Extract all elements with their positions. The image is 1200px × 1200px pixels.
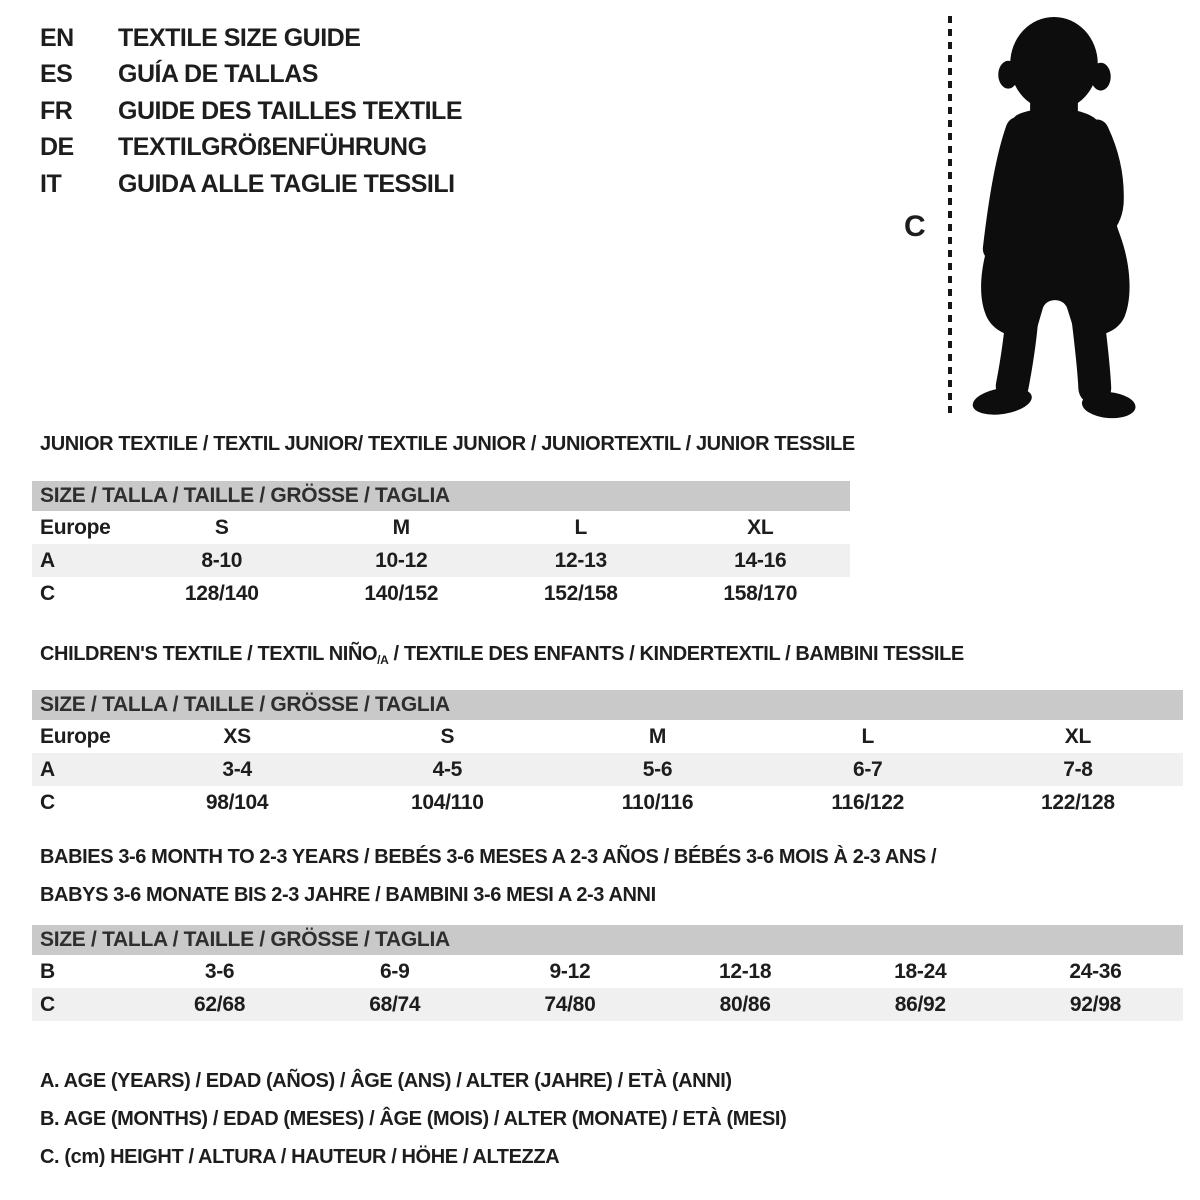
language-title: TEXTILE SIZE GUIDE	[118, 23, 361, 52]
language-title: TEXTILGRÖßENFÜHRUNG	[118, 133, 427, 162]
size-value: 110/116	[621, 790, 694, 814]
language-code: EN	[40, 23, 74, 52]
height-measure-dashed-line	[948, 16, 952, 416]
language-row	[40, 93, 462, 130]
size-value: L	[861, 724, 874, 748]
row-label: A	[40, 757, 55, 781]
language-code: IT	[40, 169, 62, 198]
size-value: 18-24	[894, 959, 947, 983]
size-value: 3-6	[204, 959, 235, 983]
row-label: C	[40, 790, 55, 814]
row-label: A	[40, 548, 55, 572]
size-table-rows	[32, 955, 1183, 1021]
footnotes	[40, 1062, 786, 1176]
size-value: 6-7	[852, 757, 883, 781]
language-title-list	[40, 20, 462, 203]
size-value: XL	[1064, 724, 1092, 748]
size-value: 80/86	[719, 992, 771, 1016]
row-label: B	[40, 959, 55, 983]
heading-line	[40, 883, 936, 921]
row-label: C	[40, 581, 55, 605]
row-label: Europe	[40, 724, 111, 748]
size-table-header: SIZE / TALLA / TAILLE / GRÖSSE / TAGLIA	[32, 690, 1183, 720]
heading-text: JUNIOR TEXTILE / TEXTIL JUNIOR/ TEXTILE JUNIOR / JUNIORTEXTIL / JUNIOR TESSILE	[40, 433, 855, 455]
size-value: XS	[223, 724, 251, 748]
table-row	[32, 577, 850, 610]
size-value: 6-9	[380, 959, 410, 983]
size-value: 24-36	[1069, 959, 1122, 983]
language-row	[40, 166, 462, 203]
language-title: GUIDA ALLE TAGLIE TESSILI	[118, 169, 455, 198]
size-table-rows	[32, 511, 850, 610]
size-value: S	[214, 515, 229, 539]
size-table-header: SIZE / TALLA / TAILLE / GRÖSSE / TAGLIA	[32, 481, 850, 511]
footnote-line: A. AGE (YEARS) / EDAD (AÑOS) / ÂGE (ANS) / ALTER (JAHRE) / ETÀ (ANNI)	[40, 1070, 732, 1092]
language-code: ES	[40, 60, 73, 89]
size-value: 62/68	[194, 992, 246, 1016]
size-value: 12-18	[718, 959, 772, 983]
language-code: FR	[40, 96, 73, 125]
size-value: 68/74	[369, 992, 421, 1016]
size-value: 8-10	[201, 548, 243, 572]
size-table-junior	[32, 481, 850, 610]
heading-text: BABYS 3-6 MONATE BIS 2-3 JAHRE / BAMBINI 3-6 MESI A 2-3 ANNI	[40, 884, 656, 906]
table-row	[32, 753, 1183, 786]
heading-text: / TEXTILE DES ENFANTS / KINDERTEXTIL / BAMBINI TESSILE	[388, 643, 964, 665]
row-label: C	[40, 992, 55, 1016]
heading-line	[40, 845, 936, 883]
size-value: L	[574, 515, 588, 539]
language-title: GUIDE DES TAILLES TEXTILE	[118, 96, 463, 125]
row-label: Europe	[40, 515, 111, 539]
table-row	[32, 988, 1183, 1021]
section-heading-children	[40, 642, 964, 680]
section-heading-babies	[40, 845, 936, 921]
heading-line	[40, 432, 855, 470]
size-table-babies	[32, 925, 1183, 1021]
size-value: 104/110	[410, 790, 484, 814]
size-value: XL	[747, 515, 774, 539]
size-value: 12-13	[554, 548, 607, 572]
language-title: GUÍA DE TALLAS	[118, 60, 318, 89]
language-row	[40, 130, 462, 167]
size-value: 122/128	[1041, 790, 1115, 814]
language-code: DE	[40, 133, 74, 162]
size-value: S	[440, 724, 455, 748]
table-row	[32, 720, 1183, 753]
size-value: 128/140	[184, 581, 259, 605]
size-value: 4-5	[432, 757, 463, 781]
size-value: 74/80	[544, 992, 596, 1016]
footnote-line: B. AGE (MONTHS) / EDAD (MESES) / ÂGE (MOIS) / ALTER (MONATE) / ETÀ (MESI)	[40, 1108, 787, 1130]
size-value: 14-16	[734, 548, 787, 572]
size-value: 5-6	[642, 757, 673, 781]
size-value: 116/122	[831, 790, 905, 814]
footnote-line: C. (cm) HEIGHT / ALTURA / HAUTEUR / HÖHE / ALTEZZA	[40, 1146, 560, 1168]
toddler-silhouette-icon	[962, 12, 1142, 420]
heading-text: CHILDREN'S TEXTILE / TEXTIL NIÑO	[40, 643, 378, 665]
size-value: 3-4	[222, 757, 252, 781]
size-value: 92/98	[1069, 992, 1121, 1016]
language-row	[40, 20, 462, 57]
size-value: 7-8	[1063, 757, 1093, 781]
size-value: M	[648, 724, 667, 748]
size-value: 158/170	[723, 581, 798, 605]
size-value: 98/104	[205, 790, 269, 814]
language-row	[40, 57, 462, 94]
size-value: 152/158	[543, 581, 618, 605]
size-table-header: SIZE / TALLA / TAILLE / GRÖSSE / TAGLIA	[32, 925, 1183, 955]
size-table-rows	[32, 720, 1183, 819]
heading-text: BABIES 3-6 MONTH TO 2-3 YEARS / BEBÉS 3-6 MESES A 2-3 AÑOS / BÉBÉS 3-6 MOIS À 2-3 ANS /	[40, 846, 937, 868]
size-value: M	[392, 515, 410, 539]
table-row	[32, 786, 1183, 819]
height-measure-label: C	[904, 210, 926, 243]
size-table-children	[32, 690, 1183, 819]
heading-line	[40, 642, 964, 680]
section-heading-junior	[40, 432, 855, 470]
table-row	[32, 955, 1183, 988]
heading-text: /A	[377, 653, 389, 667]
size-value: 10-12	[375, 548, 428, 572]
table-row	[32, 544, 850, 577]
table-row	[32, 511, 850, 544]
size-value: 86/92	[894, 992, 946, 1016]
size-value: 9-12	[549, 959, 591, 983]
size-value: 140/152	[364, 581, 439, 605]
